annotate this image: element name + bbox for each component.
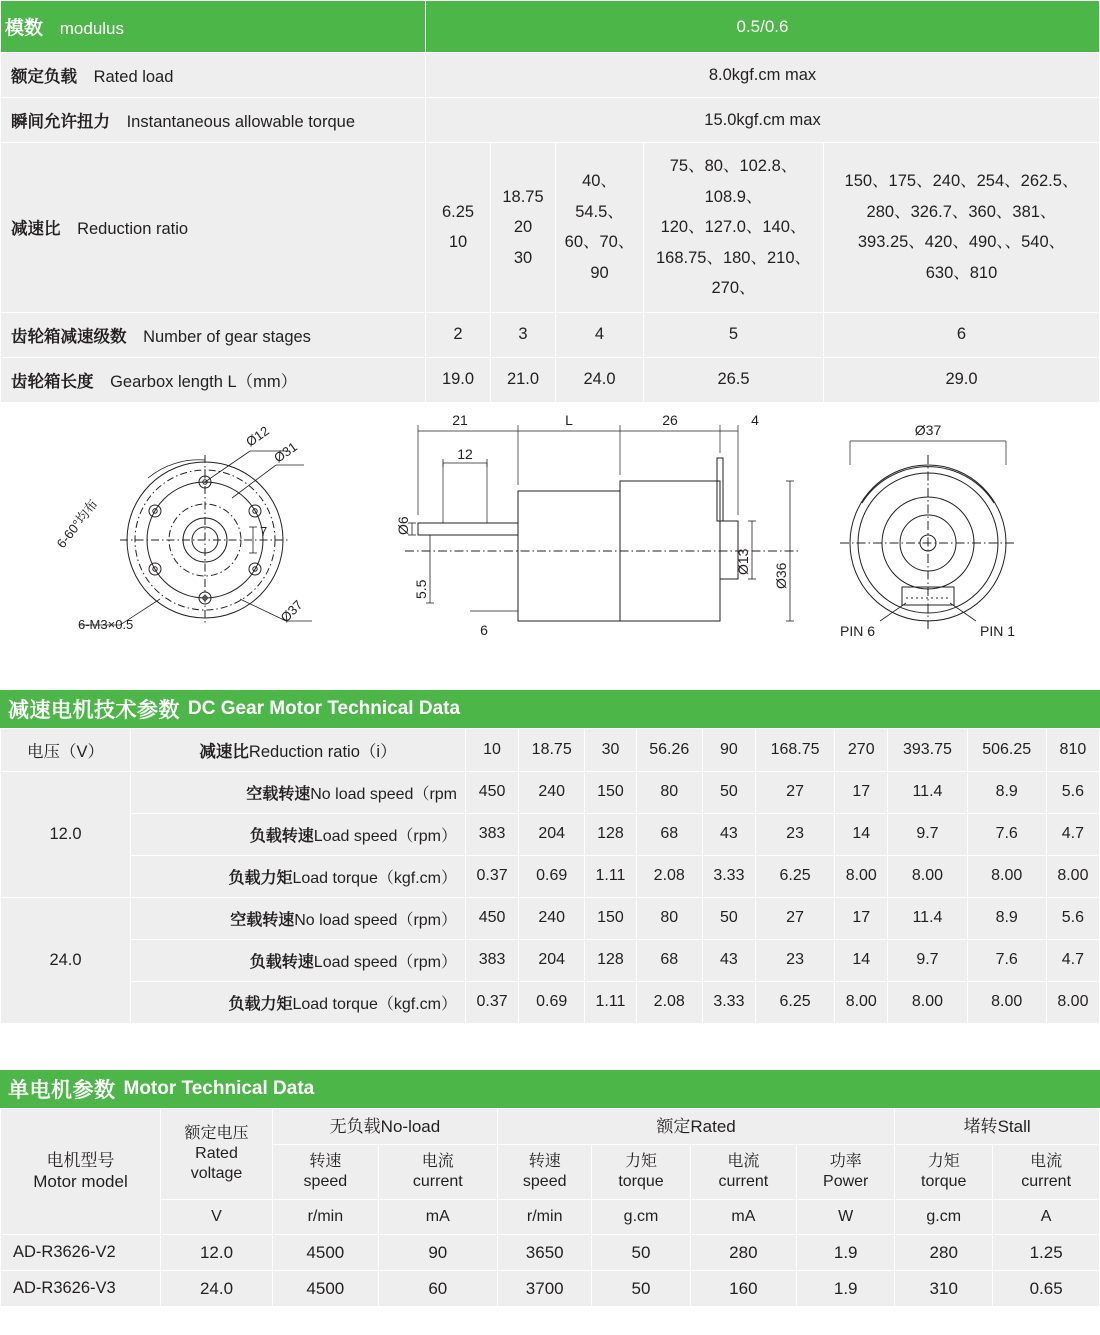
ratio-col-1: 10 <box>466 728 519 771</box>
table-row-group-header <box>1 1108 1100 1144</box>
label-reduction-ratio-cn: 减速比 <box>11 220 61 239</box>
label-dim-L: L <box>565 411 573 428</box>
subheader-rated-current <box>690 1144 797 1199</box>
rowlabel-24v-loadtorque <box>131 981 466 1023</box>
subheader-cn: 转速 <box>309 1152 342 1170</box>
label-dim-7: 7 <box>260 523 268 539</box>
label-instant-torque <box>1 98 426 143</box>
subheader-en: Power <box>823 1172 869 1190</box>
section-title-motor-cn: 单电机参数 <box>8 1078 116 1102</box>
rowlabel-12v-loadspeed <box>131 813 466 855</box>
unit-stall-torque: g.cm <box>895 1199 993 1234</box>
ratio-col-6: 168.75 <box>755 728 834 771</box>
cell: 27 <box>755 771 834 813</box>
subheader-en: speed <box>303 1172 348 1190</box>
stages-value-3: 4 <box>556 312 644 357</box>
label-dia-37-right: Ø37 <box>914 421 942 438</box>
gear-motor-data-table <box>0 728 1100 1024</box>
unit-rated-power: W <box>797 1199 895 1234</box>
label-dim-6: 6 <box>480 621 488 638</box>
label-dim-26: 26 <box>662 411 678 428</box>
stages-value-2: 3 <box>491 312 556 357</box>
label-dia-37-left: Ø37 <box>277 596 306 625</box>
cell: 1.11 <box>585 855 636 897</box>
subheader-en: speed <box>522 1172 567 1190</box>
table-row-motor-v3 <box>1 1271 1100 1307</box>
label-dia-13: Ø13 <box>735 548 751 575</box>
rowlabel-24v-loadspeed <box>131 939 466 981</box>
unit-rated-speed: r/min <box>497 1199 592 1234</box>
table-row-instant-torque <box>1 98 1100 143</box>
subheader-noload-current <box>378 1144 497 1199</box>
subheader-cn: 力矩 <box>625 1152 658 1170</box>
subheader-noload-speed <box>273 1144 379 1199</box>
stages-value-5: 6 <box>824 312 1100 357</box>
subheader-en: current <box>412 1172 463 1190</box>
cell: 23 <box>755 813 834 855</box>
ratio-group-3: 40、54.5、 60、70、 90 <box>556 143 644 313</box>
subheader-en: current <box>1021 1172 1072 1190</box>
subheader-en: torque <box>921 1172 967 1190</box>
technical-drawings <box>0 403 1100 668</box>
table-row-gear-stages <box>1 312 1100 357</box>
rowlabel-12v-noload <box>131 771 466 813</box>
ratio-group-1: 6.25 10 <box>426 143 491 313</box>
ratio-group-2: 18.75 20 30 <box>491 143 556 313</box>
label-dia-36: Ø36 <box>773 562 789 589</box>
label-dim-12: 12 <box>457 445 473 462</box>
length-value-5: 29.0 <box>824 357 1100 402</box>
cell: 24.0 <box>161 1271 273 1307</box>
cell: 1.9 <box>797 1271 895 1307</box>
rowlabel-24v-noload-en: No load speed（rpm） <box>294 911 457 929</box>
cell: 27 <box>755 897 834 939</box>
rowlabel-12v-loadspeed-en: Load speed（rpm） <box>313 827 457 845</box>
motor-data-table <box>0 1108 1100 1308</box>
subheader-stall-current <box>993 1144 1100 1199</box>
cell: 204 <box>519 939 585 981</box>
label-gear-stages <box>1 312 426 357</box>
cell: 8.00 <box>888 855 967 897</box>
subheader-rated-speed <box>497 1144 592 1199</box>
cell: 128 <box>585 939 636 981</box>
table-row-header <box>1 728 1100 771</box>
table-row-24v-loadtorque <box>1 981 1100 1023</box>
label-modulus <box>1 1 426 53</box>
group-stall-cn: 堵转 <box>963 1116 998 1136</box>
group-rated-en: Rated <box>690 1116 736 1136</box>
section-header-gear-motor <box>0 690 1100 728</box>
cell: 6.25 <box>755 981 834 1023</box>
table-row-12v-noload <box>1 771 1100 813</box>
drawing-flange-front <box>80 451 312 625</box>
ratio-col-3: 30 <box>585 728 636 771</box>
length-value-2: 21.0 <box>491 357 556 402</box>
rowlabel-12v-loadtorque-en: Load torque（kgf.cm） <box>292 869 457 887</box>
label-pin-1: PIN 1 <box>980 622 1016 639</box>
cell: 4500 <box>273 1234 379 1270</box>
cell: 5.6 <box>1046 897 1099 939</box>
cell: 68 <box>636 813 702 855</box>
cell: 7.6 <box>967 813 1046 855</box>
cell: 60 <box>378 1271 497 1307</box>
cell: 204 <box>519 813 585 855</box>
cell: 8.00 <box>888 981 967 1023</box>
cell: 3650 <box>497 1234 592 1270</box>
cell: 0.37 <box>466 855 519 897</box>
ratio-col-10: 810 <box>1046 728 1099 771</box>
section-title-gear-motor-en: DC Gear Motor Technical Data <box>188 697 461 719</box>
cell: 8.00 <box>835 855 888 897</box>
ratio-col-4: 56.26 <box>636 728 702 771</box>
cell: 160 <box>690 1271 797 1307</box>
label-6-60-even: 6-60°均布 <box>53 496 101 551</box>
label-gearbox-length-en: Gearbox length L（mm） <box>110 372 298 391</box>
cell: 8.00 <box>967 855 1046 897</box>
cell: 0.69 <box>519 981 585 1023</box>
stages-value-1: 2 <box>426 312 491 357</box>
gearbox-spec-table <box>0 0 1100 403</box>
label-gearbox-length-cn: 齿轮箱长度 <box>11 372 94 391</box>
header-reduction-ratio-en: Reduction ratio（i） <box>248 742 397 761</box>
unit-noload-speed: r/min <box>273 1199 379 1234</box>
header-reduction-ratio <box>131 728 466 771</box>
subheader-cn: 功率 <box>829 1152 862 1170</box>
label-modulus-en: modulus <box>59 19 125 38</box>
subheader-rated-power <box>797 1144 895 1199</box>
cell: 80 <box>636 897 702 939</box>
unit-noload-current: mA <box>378 1199 497 1234</box>
label-dia-12: Ø12 <box>243 422 272 450</box>
rowlabel-24v-noload-cn: 空载转速 <box>230 911 295 929</box>
cell: 68 <box>636 939 702 981</box>
cell: 17 <box>835 897 888 939</box>
cell: 240 <box>519 897 585 939</box>
cell: 128 <box>585 813 636 855</box>
ratio-col-5: 90 <box>702 728 755 771</box>
cell: 90 <box>378 1234 497 1270</box>
cell: 0.37 <box>466 981 519 1023</box>
cell: 8.00 <box>967 981 1046 1023</box>
cell: 8.00 <box>1046 981 1099 1023</box>
label-reduction-ratio <box>1 143 426 313</box>
cell: 1.9 <box>797 1234 895 1270</box>
cell: 3.33 <box>702 855 755 897</box>
cell: 150 <box>585 897 636 939</box>
header-rated-voltage-en: Rated voltage <box>190 1144 243 1182</box>
ratio-group-5: 150、175、240、254、262.5、 280、326.7、360、381、 393.25、420、490、、540、 630、810 <box>824 143 1100 313</box>
cell: 7.6 <box>967 939 1046 981</box>
section-title-motor-en: Motor Technical Data <box>123 1077 315 1099</box>
cell: 240 <box>519 771 585 813</box>
table-row-24v-noload <box>1 897 1100 939</box>
cell: 3.33 <box>702 981 755 1023</box>
group-rated <box>497 1108 894 1144</box>
cell: 150 <box>585 771 636 813</box>
cell: 4.7 <box>1046 939 1099 981</box>
cell: 280 <box>690 1234 797 1270</box>
cell: 0.65 <box>993 1271 1100 1307</box>
header-rated-voltage <box>161 1108 273 1199</box>
cell: 6.25 <box>755 855 834 897</box>
group-noload-en: No-load <box>380 1116 441 1136</box>
drawings-svg <box>0 403 1100 668</box>
unit-rated-torque: g.cm <box>592 1199 690 1234</box>
label-instant-torque-cn: 瞬间允许扭力 <box>11 113 110 131</box>
cell: 50 <box>702 897 755 939</box>
group-noload-cn: 无负载 <box>329 1116 381 1136</box>
label-dim-5-5: 5.5 <box>413 579 429 599</box>
cell: 310 <box>895 1271 993 1307</box>
cell: 9.7 <box>888 939 967 981</box>
cell: 8.9 <box>967 897 1046 939</box>
label-instant-torque-en: Instantaneous allowable torque <box>126 113 356 131</box>
cell: 80 <box>636 771 702 813</box>
cell: 4.7 <box>1046 813 1099 855</box>
group-rated-cn: 额定 <box>656 1116 691 1136</box>
subheader-cn: 力矩 <box>927 1152 960 1170</box>
rowlabel-12v-loadtorque <box>131 855 466 897</box>
cell: 11.4 <box>888 897 967 939</box>
subheader-stall-torque <box>895 1144 993 1199</box>
cell: 8.00 <box>835 981 888 1023</box>
label-gear-stages-en: Number of gear stages <box>143 327 311 346</box>
cell: 50 <box>592 1271 690 1307</box>
rowlabel-12v-loadspeed-cn: 负载转速 <box>249 827 314 845</box>
cell: 2.08 <box>636 855 702 897</box>
rowlabel-24v-noload <box>131 897 466 939</box>
unit-voltage: V <box>161 1199 273 1234</box>
stages-value-4: 5 <box>644 312 824 357</box>
rowlabel-12v-loadtorque-cn: 负载力矩 <box>228 869 293 887</box>
table-row-reduction-ratio <box>1 143 1100 313</box>
cell: 383 <box>466 939 519 981</box>
cell: 9.7 <box>888 813 967 855</box>
table-row-gearbox-length <box>1 357 1100 402</box>
cell: 43 <box>702 939 755 981</box>
label-dim-21: 21 <box>452 411 468 428</box>
cell: 50 <box>702 771 755 813</box>
table-row-units <box>1 1199 1100 1234</box>
cell: 17 <box>835 771 888 813</box>
cell: 3700 <box>497 1271 592 1307</box>
label-rated-load-cn: 额定负载 <box>11 68 77 86</box>
cell: 1.11 <box>585 981 636 1023</box>
cell: 280 <box>895 1234 993 1270</box>
subheader-cn: 电流 <box>421 1152 454 1170</box>
rowlabel-12v-noload-en: No load speed（rpm <box>310 785 457 803</box>
motor-model-v3: AD-R3626-V3 <box>1 1271 161 1307</box>
subheader-en: torque <box>618 1172 664 1190</box>
label-gearbox-length <box>1 357 426 402</box>
cell: 50 <box>592 1234 690 1270</box>
cell: 1.25 <box>993 1234 1100 1270</box>
header-voltage: 电压（V） <box>1 728 131 771</box>
label-dia-6: Ø6 <box>395 515 411 535</box>
label-dim-4: 4 <box>751 411 759 428</box>
cell: 14 <box>835 939 888 981</box>
length-value-3: 24.0 <box>556 357 644 402</box>
unit-rated-current: mA <box>690 1199 797 1234</box>
subheader-cn: 电流 <box>727 1152 760 1170</box>
cell: 0.69 <box>519 855 585 897</box>
unit-stall-current: A <box>993 1199 1100 1234</box>
cell: 383 <box>466 813 519 855</box>
value-modulus: 0.5/0.6 <box>426 1 1100 53</box>
section-title-gear-motor-cn: 减速电机技术参数 <box>8 698 180 722</box>
cell: 4500 <box>273 1271 379 1307</box>
rowlabel-24v-loadtorque-cn: 负载力矩 <box>228 995 293 1013</box>
ratio-col-8: 393.75 <box>888 728 967 771</box>
label-modulus-cn: 模数 <box>5 18 44 39</box>
cell: 43 <box>702 813 755 855</box>
table-row-motor-v2 <box>1 1234 1100 1270</box>
table-row-12v-loadspeed <box>1 813 1100 855</box>
header-rated-voltage-cn: 额定电压 <box>184 1124 249 1142</box>
cell: 23 <box>755 939 834 981</box>
drawing-rear-view <box>840 441 1016 631</box>
cell: 450 <box>466 771 519 813</box>
subheader-cn: 电流 <box>1030 1152 1063 1170</box>
group-stall <box>895 1108 1100 1144</box>
table-row-24v-loadspeed <box>1 939 1100 981</box>
voltage-24v: 24.0 <box>1 897 131 1023</box>
label-rated-load <box>1 53 426 98</box>
rowlabel-12v-noload-cn: 空载转速 <box>246 785 311 803</box>
cell: 14 <box>835 813 888 855</box>
subheader-rated-torque <box>592 1144 690 1199</box>
voltage-12v: 12.0 <box>1 771 131 897</box>
rowlabel-24v-loadspeed-en: Load speed（rpm） <box>313 953 457 971</box>
table-row-rated-load <box>1 53 1100 98</box>
ratio-group-4: 75、80、102.8、108.9、 120、127.0、140、 168.75、180、210、 270、 <box>644 143 824 313</box>
value-instant-torque: 15.0kgf.cm max <box>426 98 1100 143</box>
table-row-12v-loadtorque <box>1 855 1100 897</box>
cell: 5.6 <box>1046 771 1099 813</box>
subheader-en: current <box>718 1172 769 1190</box>
group-stall-en: Stall <box>997 1116 1031 1136</box>
label-pin-6: PIN 6 <box>840 622 876 639</box>
ratio-col-2: 18.75 <box>519 728 585 771</box>
label-dia-31: Ø31 <box>271 438 300 466</box>
length-value-1: 19.0 <box>426 357 491 402</box>
label-6-m3: 6-M3×0.5 <box>78 616 134 632</box>
motor-model-v2: AD-R3626-V2 <box>1 1234 161 1270</box>
header-motor-model <box>1 1108 161 1234</box>
header-reduction-ratio-cn: 减速比 <box>199 742 249 761</box>
table-row-modulus <box>1 1 1100 53</box>
group-noload <box>273 1108 498 1144</box>
cell: 2.08 <box>636 981 702 1023</box>
section-header-motor <box>0 1070 1100 1108</box>
ratio-col-7: 270 <box>835 728 888 771</box>
rowlabel-24v-loadtorque-en: Load torque（kgf.cm） <box>292 995 457 1013</box>
cell: 11.4 <box>888 771 967 813</box>
ratio-col-9: 506.25 <box>967 728 1046 771</box>
subheader-cn: 转速 <box>528 1152 561 1170</box>
header-motor-model-en: Motor model <box>33 1172 128 1192</box>
header-motor-model-cn: 电机型号 <box>46 1150 115 1170</box>
cell: 8.9 <box>967 771 1046 813</box>
label-rated-load-en: Rated load <box>93 68 174 86</box>
length-value-4: 26.5 <box>644 357 824 402</box>
cell: 450 <box>466 897 519 939</box>
rowlabel-24v-loadspeed-cn: 负载转速 <box>249 953 314 971</box>
value-rated-load: 8.0kgf.cm max <box>426 53 1100 98</box>
cell: 8.00 <box>1046 855 1099 897</box>
cell: 12.0 <box>161 1234 273 1270</box>
label-gear-stages-cn: 齿轮箱减速级数 <box>11 327 127 346</box>
label-reduction-ratio-en: Reduction ratio <box>77 220 189 239</box>
